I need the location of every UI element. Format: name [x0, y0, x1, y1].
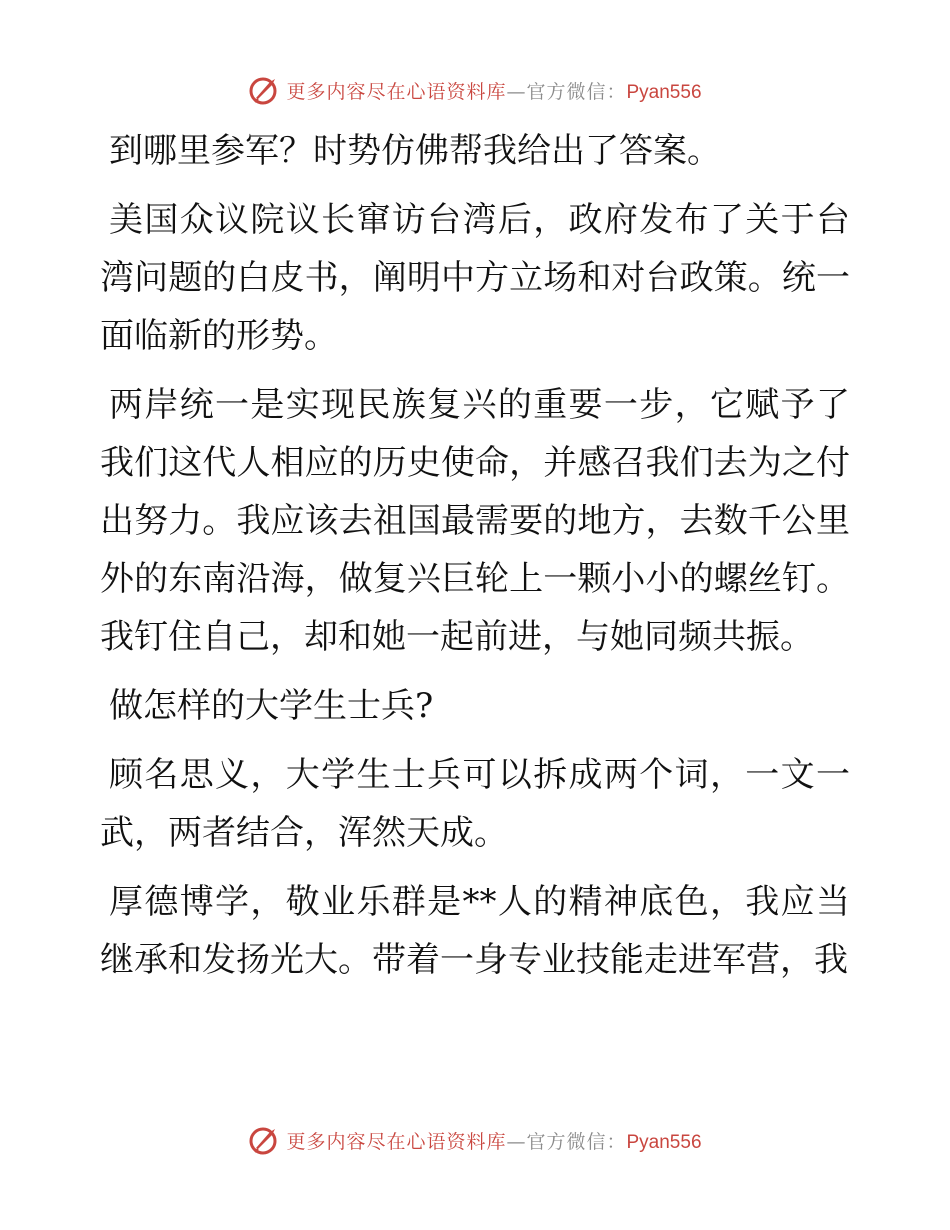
header-wechat-id: Pyan556	[626, 81, 702, 103]
header-wechat-label: 官方微信：	[526, 80, 627, 103]
paragraph-2: 美国众议院议长窜访台湾后，政府发布了关于台湾问题的白皮书，阐明中方立场和对台政策。统一面临新的形势。	[100, 200, 850, 356]
paragraph-5: 顾名思义，大学生士兵可以拆成两个词，一文一武，两者结合，浑然天成。	[100, 755, 850, 853]
header-banner-text	[286, 77, 701, 104]
quill-pen-circle-icon	[248, 74, 280, 106]
footer-wechat-id: Pyan556	[626, 1131, 702, 1153]
footer-site-name: 更多内容尽在心语资料库	[286, 1130, 507, 1153]
paragraph-3: 两岸统一是实现民族复兴的重要一步，它赋予了我们这代人相应的历史使命，并感召我们去为之付出努力。我应该去祖国最需要的地方，去数千公里外的东南沿海，做复兴巨轮上一颗小小的螺丝钉。我钉住自己，却和她一起前进，与她同频共振。	[100, 385, 850, 657]
body-text	[100, 122, 850, 1000]
header-site-name: 更多内容尽在心语资料库	[286, 80, 507, 103]
footer-wechat-label: 官方微信：	[526, 1130, 627, 1153]
paragraph-4: 做怎样的大学生士兵?	[109, 686, 434, 726]
paragraph-1: 到哪里参军？时势仿佛帮我给出了答案。	[109, 131, 721, 171]
header-banner	[0, 70, 950, 110]
footer-separator: —	[506, 1130, 527, 1153]
quill-pen-circle-icon	[248, 1124, 280, 1156]
paragraph-6: 厚德博学，敬业乐群是**人的精神底色，我应当继承和发扬光大。带着一身专业技能走进军营，我	[100, 882, 850, 980]
footer-banner-text	[286, 1127, 701, 1154]
footer-banner	[0, 1120, 950, 1160]
header-separator: —	[506, 80, 527, 103]
